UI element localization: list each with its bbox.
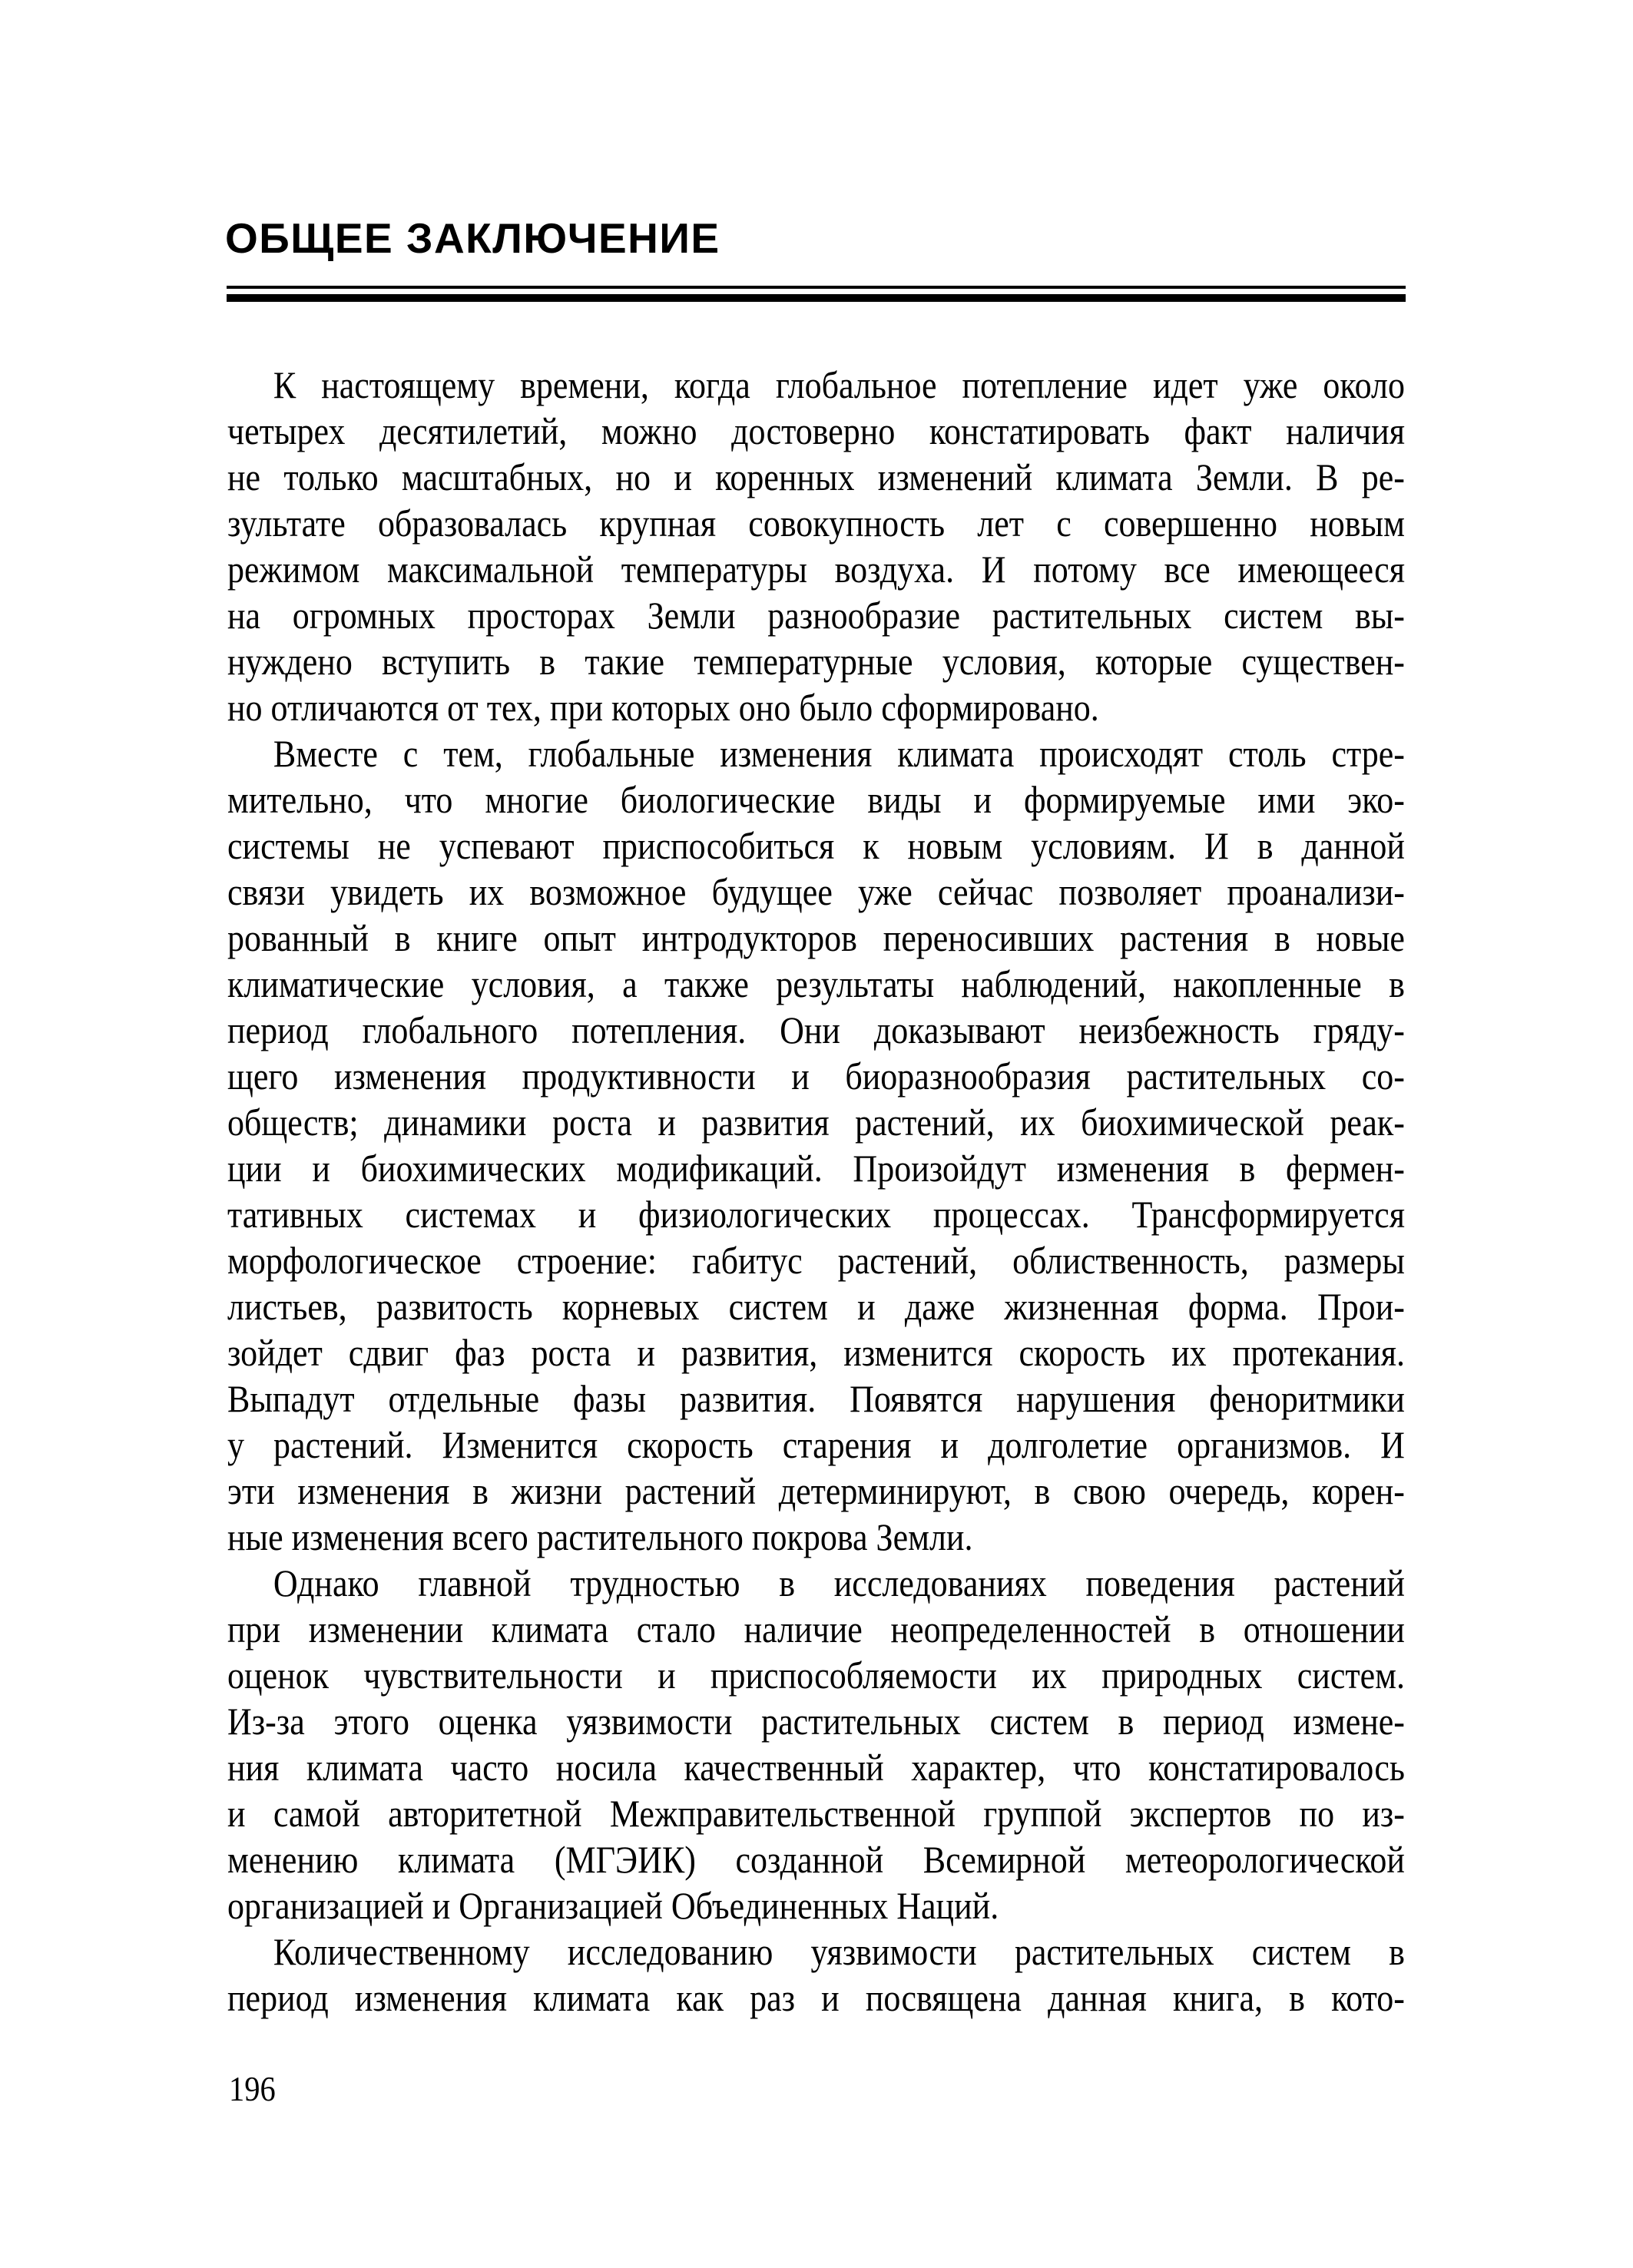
heading-rule-thin: [227, 286, 1406, 289]
paragraph: [227, 1560, 1405, 1929]
text-line: организацией и Организацией Объединенных Наций.: [227, 1884, 999, 1927]
text-line: при изменении климата стало наличие неопределенностей в отношении: [227, 1607, 1405, 1651]
text-line: системы не успевают приспособиться к новым условиям. И в данной: [227, 824, 1405, 867]
text-line: климатические условия, а также результаты наблюдений, накопленные в: [227, 962, 1405, 1005]
text-line: мительно, что многие биологические виды и формируемые ими эко-: [227, 778, 1405, 821]
text-line: ния климата часто носила качественный характер, что констатировалось: [227, 1746, 1405, 1789]
page-number: 196: [229, 2069, 276, 2108]
text-line: морфологическое строение: габитус растений, облиственность, размеры: [227, 1239, 1405, 1282]
paragraph: [227, 1929, 1405, 2021]
text-line: но отличаются от тех, при которых оно было сформировано.: [227, 686, 1099, 729]
text-line: зойдет сдвиг фаз роста и развития, изменится скорость их протекания.: [227, 1331, 1405, 1374]
paragraph: [227, 730, 1405, 1560]
text-line: листьев, развитость корневых систем и даже жизненная форма. Прои-: [227, 1285, 1405, 1328]
text-line: Вместе с тем, глобальные изменения климата происходят столь стре-: [273, 732, 1405, 775]
text-line: Однако главной трудностью в исследованиях поведения растений: [273, 1561, 1405, 1604]
text-line: нуждено вступить в такие температурные условия, которые существен-: [227, 640, 1405, 683]
text-line: К настоящему времени, когда глобальное потепление идет уже около: [273, 363, 1405, 406]
text-line: Выпадут отдельные фазы развития. Появятся нарушения феноритмики: [227, 1377, 1405, 1420]
text-line: щего изменения продуктивности и биоразнообразия растительных со-: [227, 1055, 1405, 1098]
text-line: связи увидеть их возможное будущее уже сейчас позволяет проанализи-: [227, 870, 1405, 913]
text-line: тативных системах и физиологических процессах. Трансформируется: [227, 1193, 1405, 1236]
text-line: Из-за этого оценка уязвимости растительных систем в период измене-: [227, 1700, 1405, 1743]
text-line: ные изменения всего растительного покрова Земли.: [227, 1515, 973, 1558]
body-text: [227, 362, 1405, 2021]
text-line: оценок чувствительности и приспособляемости их природных систем.: [227, 1654, 1405, 1697]
text-line: эти изменения в жизни растений детерминируют, в свою очередь, корен-: [227, 1469, 1405, 1512]
text-line: четырех десятилетий, можно достоверно констатировать факт наличия: [227, 409, 1405, 452]
text-line: и самой авторитетной Межправительственной группой экспертов по из-: [227, 1792, 1405, 1835]
text-line: менению климата (МГЭИК) созданной Всемирной метеорологической: [227, 1838, 1405, 1881]
text-line: не только масштабных, но и коренных изменений климата Земли. В ре-: [227, 455, 1405, 498]
text-line: режимом максимальной температуры воздуха. И потому все имеющееся: [227, 548, 1405, 591]
text-line: обществ; динамики роста и развития растений, их биохимической реак-: [227, 1101, 1405, 1144]
text-line: период глобального потепления. Они доказывают неизбежность гряду-: [227, 1008, 1405, 1051]
text-line: зультате образовалась крупная совокупность лет с совершенно новым: [227, 502, 1405, 545]
text-line: Количественному исследованию уязвимости растительных систем в: [273, 1930, 1405, 1973]
text-line: у растений. Изменится скорость старения и долголетие организмов. И: [227, 1423, 1405, 1466]
text-line: период изменения климата как раз и посвящена данная книга, в кото-: [227, 1976, 1405, 2019]
paragraph: [227, 362, 1405, 730]
text-line: на огромных просторах Земли разнообразие растительных систем вы-: [227, 594, 1405, 637]
heading-rule-thick: [227, 294, 1406, 302]
text-line: рованный в книге опыт интродукторов переносивших растения в новые: [227, 916, 1405, 959]
text-line: ции и биохимических модификаций. Произойдут изменения в фермен-: [227, 1147, 1405, 1190]
chapter-heading: ОБЩЕЕ ЗАКЛЮЧЕНИЕ: [225, 214, 720, 262]
